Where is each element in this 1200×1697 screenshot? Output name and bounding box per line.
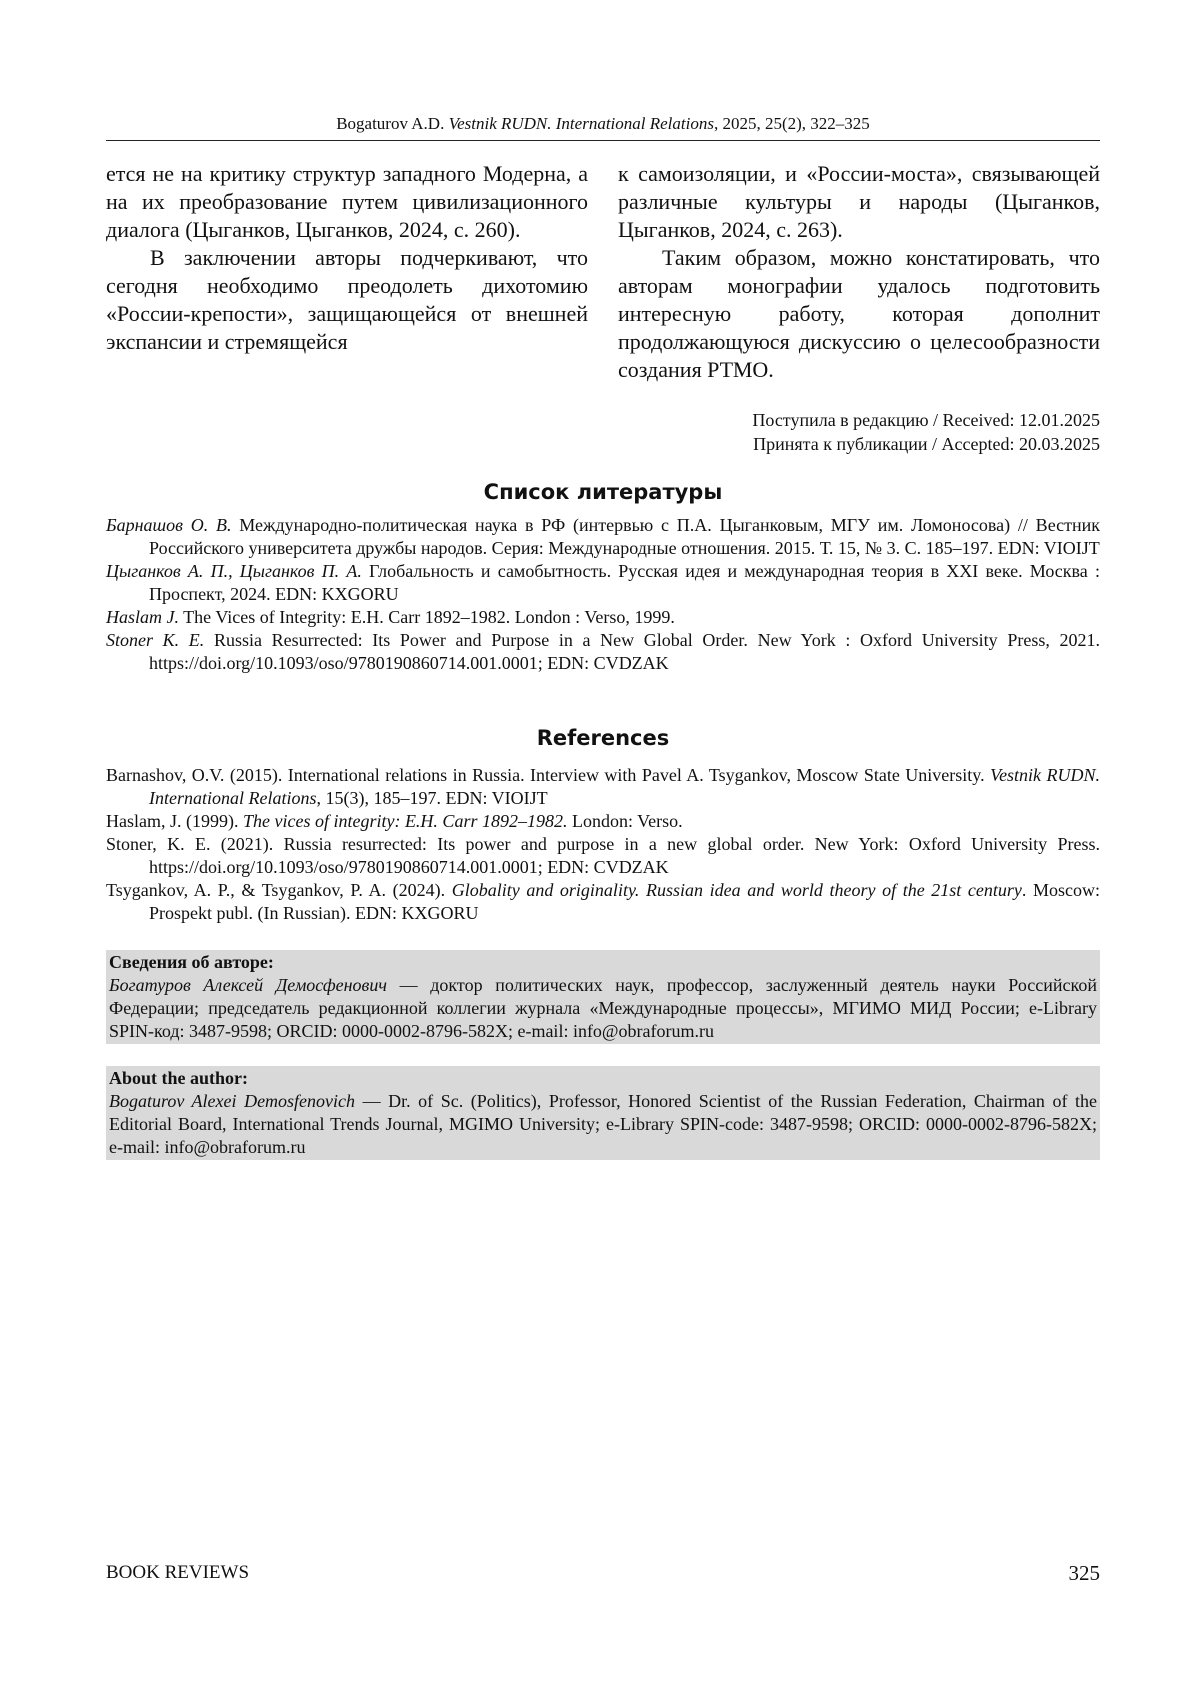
reference-text: Международно-политическая наука в РФ (интервью с П.А. Цыганковым, МГУ им. Ломоносова) // Вестник Российского университета дружбы народов. Серия: Международные отношения. 2015. Т. 15, № 3. С. 185–197. EDN: VIOIJT — [149, 515, 1100, 558]
reference-text: The Vices of Integrity: E.H. Carr 1892–1982. London : Verso, 1999. — [179, 607, 675, 627]
right-column — [618, 160, 1100, 384]
reference-text: Tsygankov, A. P., & Tsygankov, P. A. (2024). — [106, 880, 452, 900]
footer-section: BOOK REVIEWS — [106, 1562, 250, 1583]
received-date: Поступила в редакцию / Received: 12.01.2025 — [752, 410, 1100, 430]
reference-item — [106, 560, 1100, 606]
author-info-title: Сведения об авторе: — [109, 952, 274, 972]
reference-text: Barnashov, O.V. (2015). International relations in Russia. Interview with Pavel A. Tsygankov, Moscow State University. — [106, 765, 991, 785]
reference-authors: Stoner K. E. — [106, 630, 205, 650]
reference-text: Stoner, K. E. (2021). Russia resurrected: Its power and purpose in a new global order. New York: Oxford University Press. https://doi.org/10.1093/oso/9780190860714.001.0001; EDN: CVDZAK — [106, 834, 1100, 877]
author-info-title: About the author: — [109, 1068, 249, 1088]
paragraph: Таким образом, можно констатировать, что авторам монографии удалось подготовить интересную работу, которая дополнит продолжающуюся дискуссию о целесообразности создания РТМО. — [618, 245, 1100, 382]
paragraph: ется не на критику структур западного Модерна, а на их преобразование путем цивилизационного диалога (Цыганков, Цыганков, 2024, с. 260). — [106, 161, 588, 242]
header-issue: , 2025, 25(2), 322–325 — [713, 114, 870, 133]
paragraph: к самоизоляции, и «России-моста», связывающей различные культуры и народы (Цыганков, Цыганков, 2024, с. 263). — [618, 161, 1100, 242]
ru-references-title: Список литературы — [483, 480, 723, 504]
reference-details: . Moscow: Prospekt publ. (In Russian). EDN: KXGORU — [149, 880, 1100, 923]
author-info-en — [106, 1066, 1100, 1160]
article-dates — [500, 408, 1100, 456]
author-info-ru — [106, 950, 1100, 1044]
reference-source: Vestnik RUDN. International Relations — [149, 765, 1100, 808]
reference-details: London: Verso. — [567, 811, 683, 831]
reference-item — [106, 810, 1100, 833]
header-journal: Vestnik RUDN. International Relations — [448, 114, 714, 133]
author-name: Bogaturov Alexei Demosfenovich — [109, 1091, 356, 1111]
reference-text: Haslam, J. (1999). — [106, 811, 243, 831]
author-info-body — [109, 1090, 1097, 1159]
en-references-list — [106, 764, 1100, 925]
running-header — [106, 113, 1100, 135]
reference-item — [106, 514, 1100, 560]
header-author: Bogaturov A.D. — [336, 114, 449, 133]
author-description: — доктор политических наук, профессор, заслуженный деятель науки Российской Федерации; председатель редакционной коллегии журнала «Международные процессы», МГИМО МИД России; e-Library SPIN-код: 3487-9598; ORCID: 0000-0002-8796-582X; e-mail: info@obraforum.ru — [109, 975, 1097, 1041]
ru-references-list — [106, 514, 1100, 675]
page-number: 325 — [1068, 1561, 1100, 1585]
reference-authors: Цыганков А. П., Цыганков П. А. — [106, 561, 362, 581]
reference-item — [106, 764, 1100, 810]
reference-item — [106, 879, 1100, 925]
reference-text: Глобальность и самобытность. Русская идея и международная теория в XXI веке. Москва : Проспект, 2024. EDN: KXGORU — [149, 561, 1100, 604]
reference-item — [106, 629, 1100, 675]
author-description: — Dr. of Sc. (Politics), Professor, Honored Scientist of the Russian Federation, Chairman of the Editorial Board, International Trends Journal, MGIMO University; e-Library SPIN-code: 3487-9598; ORCID: 0000-0002-8796-582X; e-mail: info@obraforum.ru — [109, 1091, 1097, 1157]
page — [106, 0, 1100, 1697]
reference-item — [106, 833, 1100, 879]
en-references-title: References — [536, 726, 670, 750]
body-columns — [106, 160, 1100, 384]
author-name: Богатуров Алексей Демосфенович — [109, 975, 387, 995]
reference-details: , 15(3), 185–197. EDN: VIOIJT — [316, 788, 548, 808]
reference-authors: Барнашов О. В. — [106, 515, 232, 535]
paragraph: В заключении авторы подчеркивают, что сегодня необходимо преодолеть дихотомию «России-крепости», защищающейся от внешней экспансии и стремящейся — [106, 245, 588, 354]
reference-text: Russia Resurrected: Its Power and Purpose in a New Global Order. New York : Oxford University Press, 2021. https://doi.org/10.1093/oso/9780190860714.001.0001; EDN: CVDZAK — [149, 630, 1101, 673]
reference-authors: Haslam J. — [106, 607, 179, 627]
header-rule — [106, 140, 1100, 141]
accepted-date: Принята к публикации / Accepted: 20.03.2025 — [753, 434, 1100, 454]
reference-item — [106, 606, 1100, 629]
reference-source: Globality and originality. Russian idea and world theory of the 21st century — [451, 880, 1022, 900]
left-column — [106, 160, 588, 384]
reference-source: The vices of integrity: E.H. Carr 1892–1982. — [242, 811, 568, 831]
author-info-body — [109, 974, 1097, 1043]
